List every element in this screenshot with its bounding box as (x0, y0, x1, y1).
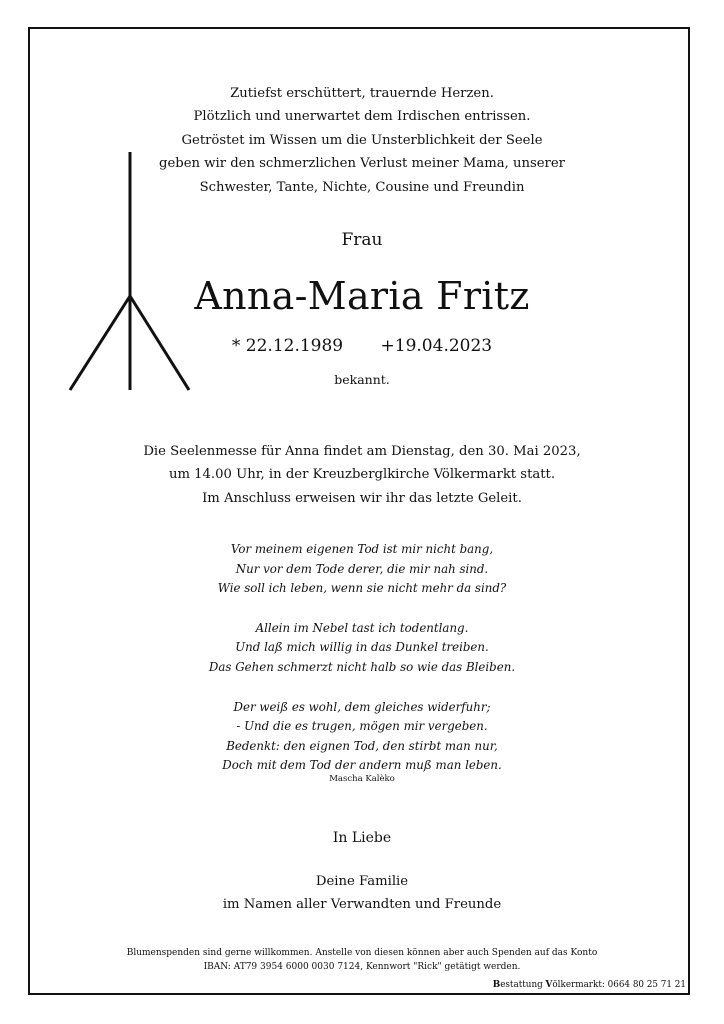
donation-line: Blumenspenden sind gerne willkommen. Anstelle von diesen können aber auch Spenden auf das Konto (126, 948, 598, 958)
poem-stanza (30, 540, 694, 599)
poem-line: Allein im Nebel tast ich todentlang. (255, 620, 469, 635)
poem-stanza (30, 619, 694, 678)
death-date: +19.04.2023 (380, 336, 493, 356)
family-line: im Namen aller Verwandten und Freunde (222, 897, 502, 912)
birth-date: * 22.12.1989 (231, 336, 344, 356)
mass-line: Die Seelenmesse für Anna findet am Dienstag, den 30. Mai 2023, (143, 444, 581, 459)
poem-line: Vor meinem eigenen Tod ist mir nicht bang, (230, 542, 494, 556)
family-line: Deine Familie (315, 874, 409, 889)
in-love: In Liebe (332, 830, 392, 846)
salutation: Frau (341, 230, 383, 250)
undertaker-initial: B (492, 980, 501, 990)
mass-line: Im Anschluss erweisen wir ihr das letzte Geleit. (202, 490, 522, 506)
intro-text (30, 82, 694, 199)
intro-line: geben wir den schmerzlichen Verlust meiner Mama, unserer (159, 156, 565, 172)
intro-line: Getröstet im Wissen um die Unsterblichkeit der Seele (181, 132, 543, 148)
poem-line: Nur vor dem Tode derer, die mir nah sind. (235, 561, 489, 576)
intro-line: Zutiefst erschüttert, trauernde Herzen. (230, 86, 494, 101)
undertaker-contact (493, 980, 686, 990)
intro-line: Schwester, Tante, Nichte, Cousine und Freundin (199, 179, 525, 195)
mass-line: um 14.00 Uhr, in der Kreuzberglkirche Völkermarkt statt. (168, 467, 556, 483)
mass-info (30, 440, 694, 510)
family-signature (30, 870, 694, 916)
undertaker-initial: V (545, 980, 553, 990)
poem-line: - Und die es trugen, mögen mir vergeben. (236, 719, 488, 734)
poem-line: Wie soll ich leben, wenn sie nicht mehr da sind? (217, 581, 507, 596)
donation-line: IBAN: AT79 3954 6000 0030 7124, Kennwort "Rick" getätigt werden. (203, 962, 521, 972)
intro-line: Plötzlich und unerwartet dem Irdischen entrissen. (193, 109, 531, 125)
poem-line: Das Gehen schmerzt nicht halb so wie das Bleiben. (208, 659, 516, 674)
poem-line: Der weiß es wohl, dem gleiches widerfuhr; (233, 699, 491, 714)
poem-stanza (30, 698, 694, 776)
poem-line: Doch mit dem Tod der andern muß man leben. (222, 758, 502, 773)
deceased-name: Anna-Maria Fritz (194, 274, 530, 318)
poem-line: Bedenkt: den eignen Tod, den stirbt man nur, (226, 738, 498, 753)
donation-note (30, 946, 694, 974)
poem (30, 540, 694, 796)
known-text: bekannt. (334, 372, 390, 387)
undertaker-text: estattung (500, 980, 546, 990)
undertaker-text: ölkermarkt: 0664 80 25 71 21 (552, 980, 686, 990)
poem-line: Und laß mich willig in das Dunkel treiben. (235, 640, 489, 655)
poem-author: Mascha Kalèko (329, 774, 395, 784)
life-dates (30, 336, 694, 356)
